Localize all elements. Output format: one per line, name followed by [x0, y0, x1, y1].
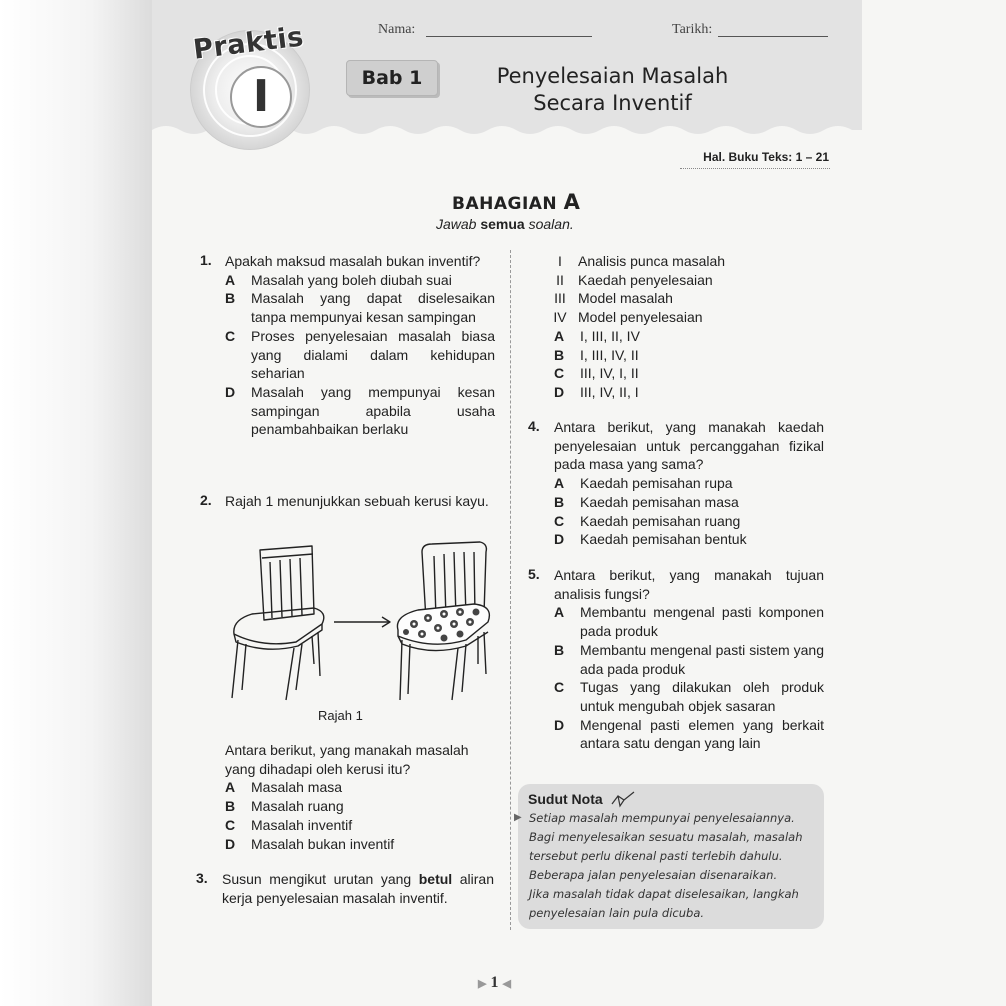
q5-option-d[interactable]: D Mengenal pasti elemen yang berkait antara satu dengan yang lain	[554, 716, 824, 752]
praktis-label: Praktis	[191, 21, 306, 66]
chapter-title: Penyelesaian Masalah Secara Inventif	[496, 64, 729, 115]
sudut-nota-title: Sudut Nota	[528, 790, 636, 808]
nama-field[interactable]	[426, 36, 592, 37]
q2-stem: Rajah 1 menunjukkan sebuah kerusi kayu.	[225, 493, 489, 509]
q3-item-4: IV Model penyelesaian	[553, 309, 703, 326]
q5-option-a[interactable]: A Membantu mengenal pasti komponen pada produk	[554, 604, 824, 640]
q2-stem-2: Antara berikut, yang manakah masalah yang dihadapi oleh kerusi itu?	[225, 742, 469, 777]
q1-option-d[interactable]: D Masalah yang mempunyai kesan sampingan apabila usaha penambahbaikan berlaku	[225, 383, 495, 438]
q3-option-b[interactable]: B I, III, IV, II	[554, 346, 639, 363]
q1-number: 1.	[200, 252, 212, 268]
q1-option-a[interactable]: A Masalah yang boleh diubah suai	[225, 271, 452, 288]
page-number: ▶ 1 ◀	[478, 974, 511, 991]
tarikh-label: Tarikh:	[672, 22, 713, 37]
q2-option-b[interactable]: B Masalah ruang	[225, 798, 344, 815]
question-3	[222, 870, 494, 907]
question-1	[225, 252, 495, 439]
arrow-right-icon: ▶	[478, 978, 487, 990]
nama-label: Nama:	[378, 22, 416, 37]
q4-stem: Antara berikut, yang manakah kaedah penyelesaian untuk percanggahan fizikal pada masa yang sama?	[554, 419, 824, 473]
q3-item-2: II Kaedah penyelesaian	[556, 271, 713, 288]
q1-option-c[interactable]: C Proses penyelesaian masalah biasa yang dialami dalam kehidupan seharian	[225, 327, 495, 382]
book-spine-shadow	[0, 0, 152, 1006]
q3-item-3: III Model masalah	[554, 290, 673, 307]
textbook-reference: Hal. Buku Teks: 1 – 21	[703, 150, 829, 164]
q3-stem: Susun mengikut urutan yang betul aliran kerja penyelesaian masalah inventif.	[222, 871, 494, 906]
q5-option-b[interactable]: B Membantu mengenal pasti sistem yang ada pada produk	[554, 641, 824, 677]
q5-number: 5.	[528, 566, 540, 582]
question-2	[225, 492, 495, 511]
q1-option-b[interactable]: B Masalah yang dapat diselesaikan tanpa mempunyai kesan sampingan	[225, 290, 495, 326]
figure-caption: Rajah 1	[318, 708, 363, 723]
q5-stem: Antara berikut, yang manakah tujuan analisis fungsi?	[554, 567, 824, 602]
praktis-number: I	[230, 66, 292, 128]
section-title: BAHAGIAN A	[452, 190, 581, 214]
question-2-part-b	[225, 741, 495, 853]
q4-option-c[interactable]: C Kaedah pemisahan ruang	[554, 512, 741, 529]
q2-option-c[interactable]: C Masalah inventif	[225, 816, 353, 833]
divider	[680, 168, 830, 169]
triangle-bullet-icon: ▶	[514, 812, 522, 823]
q4-option-a[interactable]: A Kaedah pemisahan rupa	[554, 475, 733, 492]
q4-option-b[interactable]: B Kaedah pemisahan masa	[554, 493, 739, 510]
question-5	[554, 566, 824, 753]
question-4	[554, 418, 824, 549]
q2-option-a[interactable]: A Masalah masa	[225, 779, 343, 796]
q3-number: 3.	[196, 870, 208, 886]
figure-chairs	[222, 540, 494, 710]
arrow-left-icon: ◀	[502, 978, 511, 990]
q2-number: 2.	[200, 492, 212, 508]
tarikh-field[interactable]	[718, 36, 828, 37]
q3-option-d[interactable]: D III, IV, II, I	[554, 383, 639, 400]
q4-option-d[interactable]: D Kaedah pemisahan bentuk	[554, 531, 747, 548]
chair-right-cushion	[397, 604, 489, 644]
pencil-icon	[610, 790, 636, 808]
question-3-continued	[542, 252, 822, 402]
q3-item-1: I Analisis punca masalah	[558, 253, 726, 269]
q3-option-a[interactable]: A I, III, II, IV	[554, 327, 640, 344]
q1-stem: Apakah maksud masalah bukan inventif?	[225, 253, 481, 269]
q5-option-c[interactable]: C Tugas yang dilakukan oleh produk untuk mengubah objek sasaran	[554, 679, 824, 714]
q2-option-d[interactable]: D Masalah bukan inventif	[225, 835, 395, 852]
section-instruction: Jawab semua soalan.	[436, 216, 574, 232]
chapter-badge: Bab 1	[346, 60, 438, 96]
q4-number: 4.	[528, 418, 540, 434]
column-divider	[510, 250, 511, 930]
sudut-nota-text: Setiap masalah mempunyai penyelesaiannya. Bagi menyelesaikan sesuatu masalah, masalah tersebut perlu dikenal pasti terlebih dahulu. Beberapa jalan penyelesaian disenaraikan. Jika masalah tidak dapat diselesaikan, langkah penyelesaian lain pula dicuba.	[529, 811, 803, 920]
q3-option-c[interactable]: C III, IV, I, II	[554, 365, 639, 382]
